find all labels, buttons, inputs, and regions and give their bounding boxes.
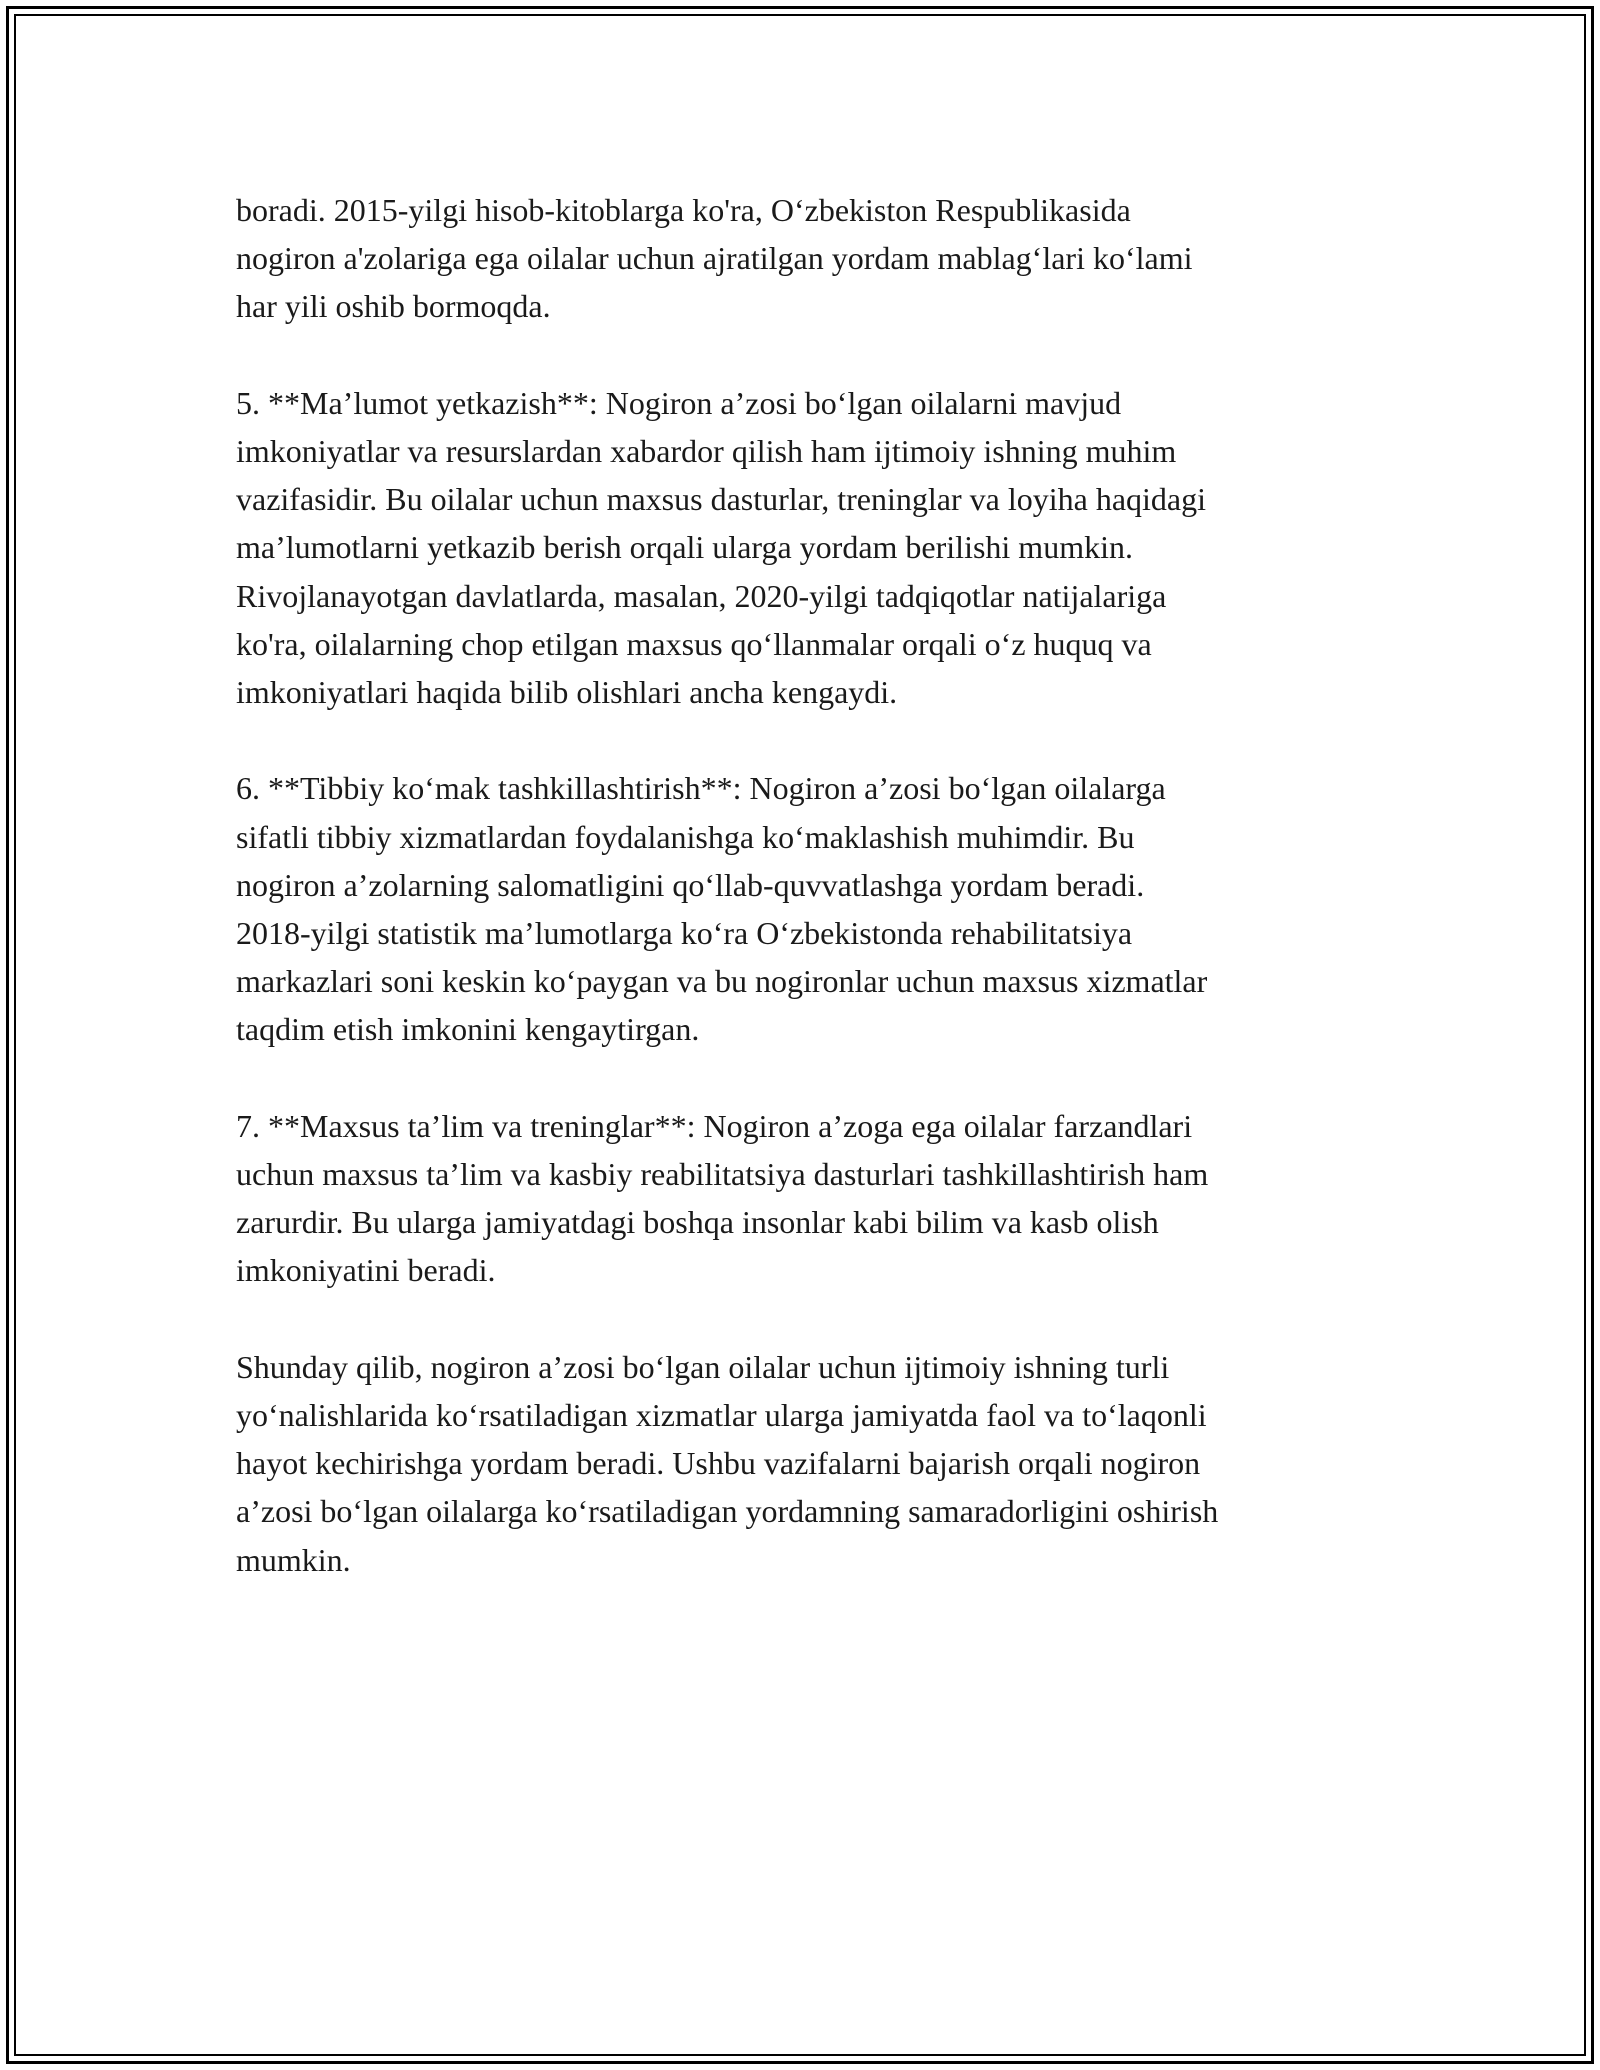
- document-body: [236, 186, 1376, 1632]
- paragraph-item-7: 7. **Maxsus ta’lim va treninglar**: Nogiron a’zoga ega oilalar farzandlari uchun maxsus ta’lim va kasbiy reabilitatsiya dasturlari tashkillashtirish ham zarurdir. Bu ularga jamiyatdagi boshqa insonlar kabi bilim va kasb olish imkoniyatini beradi.: [236, 1107, 1209, 1289]
- paragraph-conclusion: Shunday qilib, nogiron a’zosi bo‘lgan oilalar uchun ijtimoiy ishning turli yo‘nalishlarida ko‘rsatiladigan xizmatlar ularga jamiyatda faol va to‘laqonli hayot kechirishga yordam beradi. Ushbu vazifalarni bajarish orqali nogiron a’zosi bo‘lgan oilalarga ko‘rsatiladigan yordamning samaradorligini oshirish mumkin.: [236, 1348, 1219, 1578]
- paragraph-item-6: 6. **Tibbiy ko‘mak tashkillashtirish**: Nogiron a’zosi bo‘lgan oilalarga sifatli tibbiy xizmatlardan foydalanishga ko‘maklashish muhimdir. Bu nogiron a’zolarning salomatligini qo‘llab-quvvatlashga yordam beradi. 2018-yilgi statistik ma’lumotlarga ko‘ra O‘zbekistonda rehabilitatsiya markazlari soni keskin ko‘paygan va bu nogironlar uchun maxsus xizmatlar taqdim etish imkonini kengaytirgan.: [236, 770, 1208, 1048]
- paragraph-item-5: 5. **Ma’lumot yetkazish**: Nogiron a’zosi bo‘lgan oilalarni mavjud imkoniyatlar va resurslardan xabardor qilish ham ijtimoiy ishning muhim vazifasidir. Bu oilalar uchun maxsus dasturlar, treninglar va loyiha haqidagi ma’lumotlarni yetkazib berish orqali ularga yordam berilishi mumkin. Rivojlanayotgan davlatlarda, masalan, 2020-yilgi tadqiqotlar natijalariga ko'ra, oilalarning chop etilgan maxsus qo‘llanmalar orqali o‘z huquq va imkoniyatlari haqida bilib olishlari ancha kengaydi.: [236, 384, 1206, 711]
- paragraph-continuation: boradi. 2015-yilgi hisob-kitoblarga ko'ra, O‘zbekiston Respublikasida nogiron a'zolariga ega oilalar uchun ajratilgan yordam mablag‘lari ko‘lami har yili oshib bormoqda.: [236, 192, 1193, 325]
